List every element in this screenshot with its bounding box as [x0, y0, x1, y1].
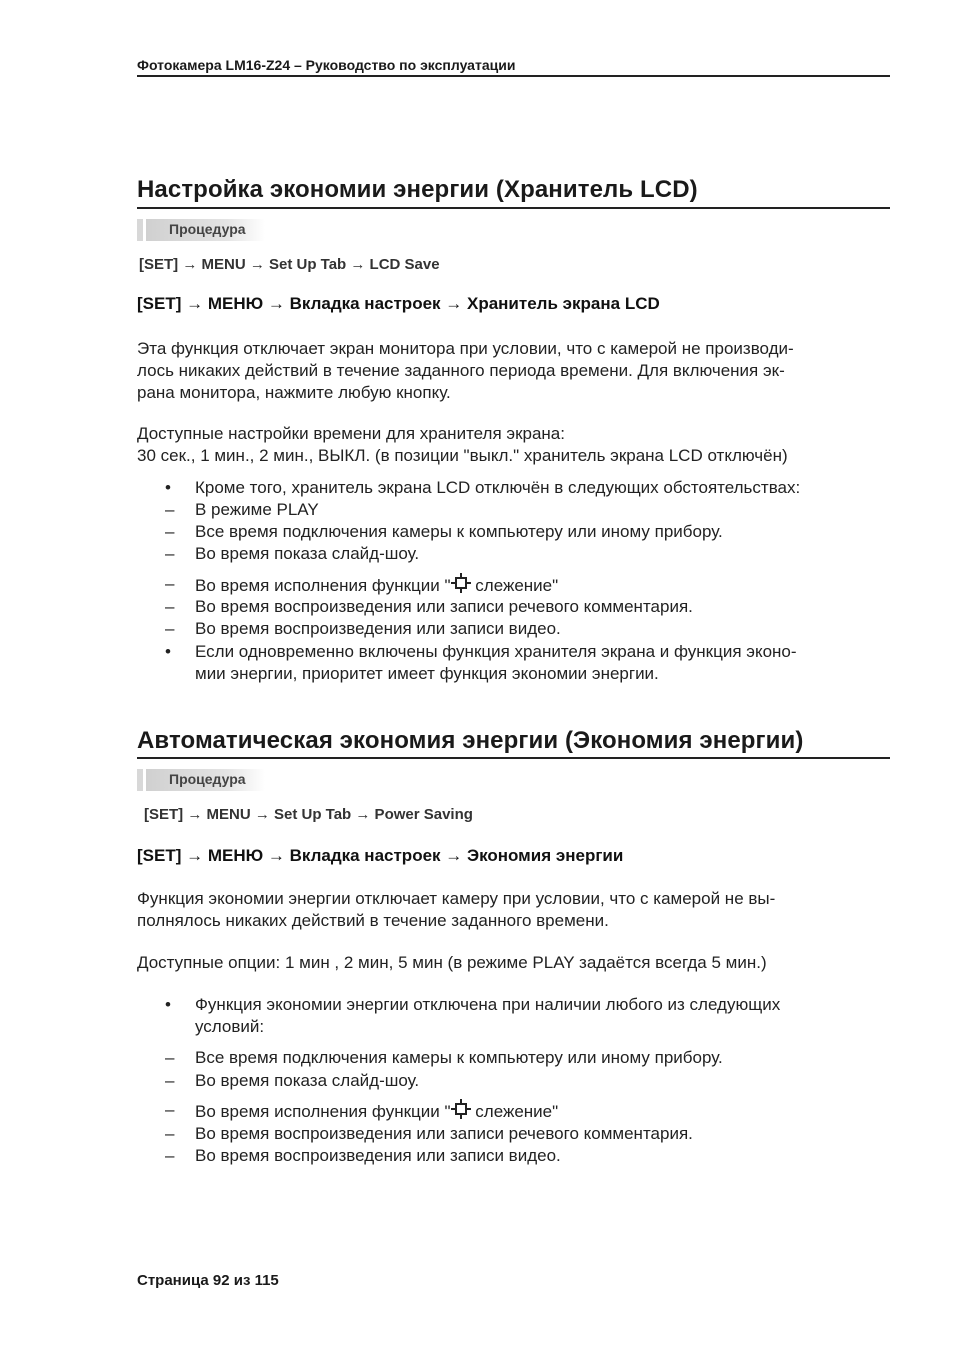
list-item-text: слежение" [470, 1102, 559, 1121]
dash-marker: – [165, 1124, 175, 1143]
dash-marker: – [165, 522, 175, 541]
dash-marker: – [165, 544, 175, 563]
procedure-label-box [137, 769, 265, 791]
list-item [195, 1099, 895, 1123]
description-paragraph [137, 888, 892, 932]
dash-marker: – [165, 1100, 175, 1119]
list-item-text: Во время исполнения функции " [195, 576, 451, 595]
bullet-marker: • [165, 478, 171, 497]
dash-marker: – [165, 574, 175, 593]
list-item: Во время воспроизведения или записи видео. [195, 619, 561, 638]
dash-marker: – [165, 597, 175, 616]
list-item: Кроме того, хранитель экрана LCD отключён в следующих обстоятельствах: [195, 478, 801, 497]
menu-path-en: [SET] → MENU → Set Up Tab → Power Saving [144, 806, 473, 823]
list-item: Во время воспроизведения или записи речевого комментария. [195, 1124, 693, 1143]
dash-marker: – [165, 1048, 175, 1067]
section-title-power-saving: Автоматическая экономия энергии (Экономия энергии) [137, 727, 804, 754]
list-item-line: Если одновременно включены функция хранителя экрана и функция эконо- [195, 642, 797, 661]
list-item: Во время воспроизведения или записи видео. [195, 1146, 561, 1165]
options-paragraph: Доступные опции: 1 мин , 2 мин, 5 мин (в режиме PLAY задаётся всегда 5 мин.) [137, 953, 767, 972]
paragraph-line: рана монитора, нажмите любую кнопку. [137, 383, 451, 402]
dash-marker: – [165, 619, 175, 638]
list-item: Во время показа слайд-шоу. [195, 544, 420, 563]
dash-marker: – [165, 1146, 175, 1165]
list-item-line: мии энергии, приоритет имеет функция экономии энергии. [195, 664, 659, 683]
list-item: Во время воспроизведения или записи речевого комментария. [195, 597, 693, 616]
description-paragraph [137, 338, 892, 404]
paragraph-line: Доступные настройки времени для хранителя экрана: [137, 424, 565, 443]
procedure-label: Процедура [169, 771, 246, 787]
list-item-line: Функция экономии энергии отключена при наличии любого из следующих [195, 995, 781, 1014]
dash-marker: – [165, 1071, 175, 1090]
list-item [195, 573, 895, 597]
tracking-icon [451, 1099, 471, 1119]
paragraph-line: Функция экономии энергии отключает камеру при условии, что с камерой не вы- [137, 889, 776, 908]
menu-path-en: [SET] → MENU → Set Up Tab → LCD Save [139, 256, 440, 273]
procedure-label: Процедура [169, 221, 246, 237]
dash-marker: – [165, 500, 175, 519]
list-item [195, 641, 895, 685]
section-rule [137, 757, 890, 759]
list-item [195, 994, 895, 1038]
paragraph-line: 30 сек., 1 мин., 2 мин., ВЫКЛ. (в позиции "выкл." хранитель экрана LCD отключён) [137, 446, 788, 465]
page-number: Страница 92 из 115 [137, 1272, 279, 1289]
list-item-line: условий: [195, 1017, 265, 1036]
list-item: Во время показа слайд-шоу. [195, 1071, 420, 1090]
paragraph-line: полнялось никаких действий в течение заданного времени. [137, 911, 609, 930]
section-title-lcd-saver: Настройка экономии энергии (Хранитель LCD) [137, 176, 698, 203]
bullet-marker: • [165, 995, 171, 1014]
header-rule [137, 75, 890, 77]
menu-path-ru: [SET] → МЕНЮ → Вкладка настроек → Экономия энергии [137, 846, 624, 865]
section-rule [137, 207, 890, 209]
bullet-marker: • [165, 642, 171, 661]
list-item: Все время подключения камеры к компьютеру или иному прибору. [195, 522, 723, 541]
settings-paragraph [137, 423, 892, 467]
paragraph-line: лось никаких действий в течение заданного периода времени. Для включения эк- [137, 361, 785, 380]
list-item: Все время подключения камеры к компьютеру или иному прибору. [195, 1048, 723, 1067]
list-item-text: слежение" [470, 576, 559, 595]
tracking-icon [451, 573, 471, 593]
running-header: Фотокамера LM16-Z24 – Руководство по эксплуатации [137, 57, 516, 73]
menu-path-ru: [SET] → МЕНЮ → Вкладка настроек → Хранитель экрана LCD [137, 294, 660, 313]
procedure-label-box [137, 219, 265, 241]
paragraph-line: Эта функция отключает экран монитора при условии, что с камерой не производи- [137, 339, 794, 358]
list-item-text: Во время исполнения функции " [195, 1102, 451, 1121]
list-item: В режиме PLAY [195, 500, 319, 519]
